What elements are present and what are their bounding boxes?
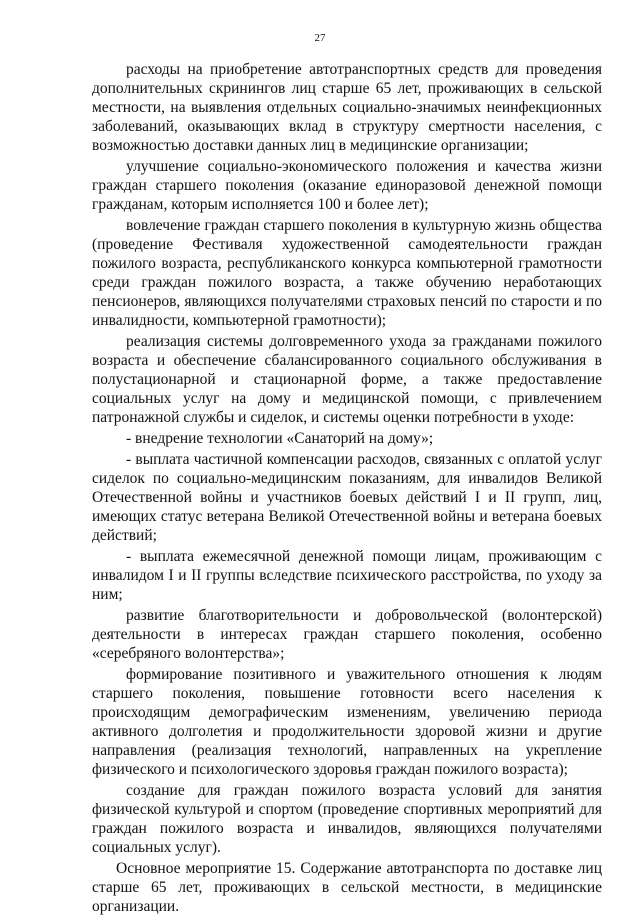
- paragraph-positive-attitude: формирование позитивного и уважительного отношения к людям старшего поколения, повышение готовности всего населения к происходящим демографическим изменениям, увеличению периода активного долголетия и продолжительности здоровой жизни и другие направления (реализация технологий, направленных на укрепление физического и психологического здоровья граждан пожилого возраста);: [92, 666, 602, 778]
- paragraph-cultural-life: вовлечение граждан старшего поколения в культурную жизнь общества (проведение Фестиваля художественной самодеятельности граждан пожилого возраста, республиканского конкурса компьютерной грамотности среди граждан пожилого возраста, а также обучению неработающих пенсионеров, являющихся получателями страховых пенсий по старости и по инвалидности, компьютерной грамотности);: [92, 217, 602, 329]
- paragraph-living-standards: улучшение социально-экономического положения и качества жизни граждан старшего поколения (оказание единоразовой денежной помощи гражданам, которым исполняется 100 и более лет);: [92, 158, 602, 213]
- document-body: [92, 60, 602, 918]
- paragraph-transport-expenses: расходы на приобретение автотранспортных средств для проведения дополнительных скринингов лиц старше 65 лет, проживающих в сельской местности, на выявления отдельных социально-значимых неинфекционных заболеваний, оказывающих вклад в структуру смертности населения, с возможностью доставки данных лиц в медицинские организации;: [92, 61, 602, 154]
- list-item-caregiver-compensation: - выплата частичной компенсации расходов, связанных с оплатой услуг сиделок по социально-медицинским показаниям, для инвалидов Великой Отечественной войны и участников боевых действий I и II групп, лиц, имеющих статус ветерана Великой Отечественной войны и ветерана боевых действий;: [92, 451, 602, 544]
- list-item-monthly-payment: - выплата ежемесячной денежной помощи лицам, проживающим с инвалидом I и II группы вследствие психического расстройства, по уходу за ним;: [92, 548, 602, 603]
- paragraph-volunteering: развитие благотворительности и добровольческой (волонтерской) деятельности в интересах граждан старшего поколения, особенно «серебряного волонтерства»;: [92, 607, 602, 662]
- paragraph-sports: создание для граждан пожилого возраста условий для занятия физической культурой и спортом (проведение спортивных мероприятий для граждан пожилого возраста и инвалидов, являющихся получателями социальных услуг).: [92, 782, 602, 856]
- list-item-sanatorium: - внедрение технологии «Санаторий на дому»;: [126, 430, 434, 447]
- paragraph-main-activity-15: Основное мероприятие 15. Содержание автотранспорта по доставке лиц старше 65 лет, проживающих в сельской местности, в медицинские организации.: [92, 860, 602, 915]
- page-number: 27: [314, 32, 326, 44]
- paragraph-long-term-care: реализация системы долговременного ухода за гражданами пожилого возраста и обеспечение сбалансированного социального обслуживания в полустационарной и стационарной форме, а также предоставление социальных услуг на дому и медицинской помощи, с привлечением патронажной службы и сиделок, и системы оценки потребности в уходе:: [92, 333, 602, 426]
